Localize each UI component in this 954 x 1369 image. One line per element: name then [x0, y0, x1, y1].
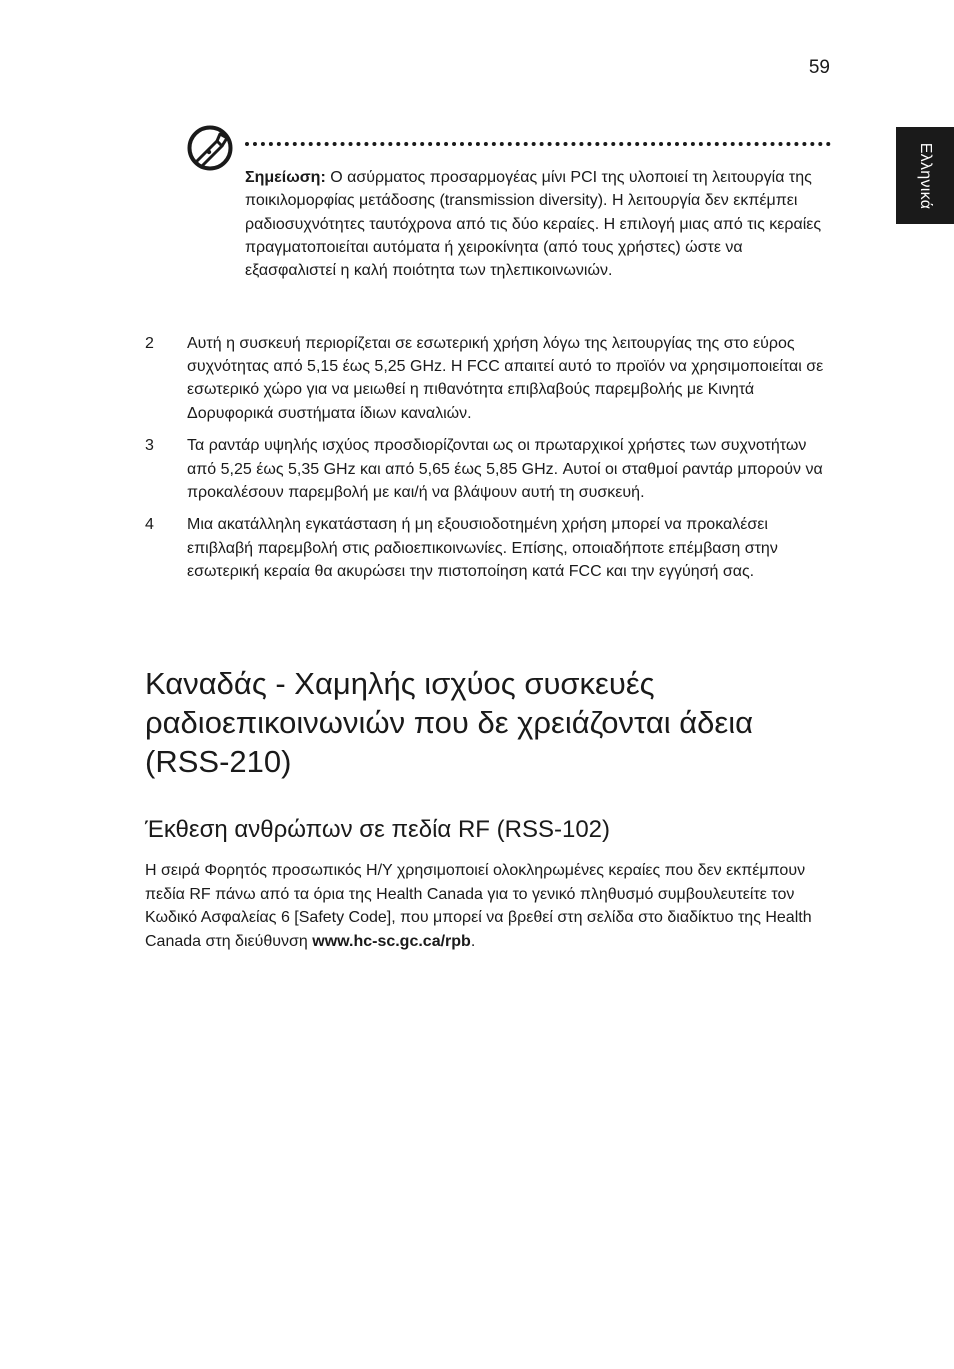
language-tab-label: Ελληνικά: [917, 142, 934, 209]
list-item-number: 3: [145, 437, 154, 455]
list-item: [145, 434, 835, 504]
note-pen-icon: [187, 125, 233, 171]
list-item-number: 2: [145, 335, 154, 352]
language-tab: [896, 127, 954, 224]
section-subheading: Έκθεση ανθρώπων σε πεδία RF (RSS-102): [145, 816, 610, 843]
list-item-number: 4: [145, 516, 154, 534]
health-canada-link[interactable]: www.hc-sc.gc.ca/rpb: [312, 932, 471, 950]
list-item-text: Τα ραντάρ υψηλής ισχύος προσδιορίζονται ως οι πρωταρχικοί χρήστες των συχνοτήτων από 5,25 έως 5,35 GHz και από 5,65 έως 5,85 GHz. Αυτοί οι σταθμοί ραντάρ μπορούν να προκαλέσουν παρεμβολή με και/ή να βλάψουν αυτή τη συσκευή.: [187, 437, 823, 501]
section-paragraph: [145, 859, 835, 953]
list-item: [145, 513, 835, 583]
list-item-text: Μια ακατάλληλη εγκατάσταση ή μη εξουσιοδοτημένη χρήση μπορεί να προκαλέσει επιβλαβή παρεμβολή στις ραδιοεπικοινωνίες. Επίσης, οποιαδήποτε επέμβαση στην εσωτερική κεραία θα ακυρώσει την πιστοποίηση κατά FCC και την εγγύησή σας.: [187, 516, 778, 580]
section-heading: Καναδάς - Χαμηλής ισχύος συσκευές ραδιοεπικοινωνιών που δε χρειάζονται άδεια (RSS-210): [145, 666, 754, 779]
paragraph-end: .: [470, 932, 476, 950]
page-number: 59: [808, 57, 830, 78]
numbered-list: [145, 332, 835, 593]
note-label: Σημείωση:: [245, 169, 326, 186]
note-divider: [245, 142, 831, 146]
list-item: [145, 332, 835, 425]
note-body: Ο ασύρματος προσαρμογέας μίνι PCI της υλοποιεί τη λειτουργία της ποικιλομορφίας μετάδοσης (transmission diversity). Η λειτουργία δεν εκπέμπει ραδιοσυχνότητες ταυτόχρονα από τις δύο κεραίες. Η επιλογή μιας από τις κεραίες πραγματοποιείται αυτόματα ή χειροκίνητα (από τους χρήστες) ώστε να εξασφαλιστεί η καλή ποιότητα των τηλεπικοινωνιών.: [245, 169, 822, 280]
paragraph-text: Η σειρά Φορητός προσωπικός Η/Υ χρησιμοποιεί ολοκληρωμένες κεραίες που δεν εκπέμπουν πεδία RF πάνω από τα όρια της Health Canada για το γενικό πληθυσμό συμβουλευτείτε τον Κωδικό Ασφαλείας 6 [Safety Code], που μπορεί να βρεθεί στη σελίδα στο διαδίκτυο της Health Canada στη διεύθυνση: [145, 862, 812, 950]
list-item-text: Αυτή η συσκευή περιορίζεται σε εσωτερική χρήση λόγω της λειτουργίας της στο εύρος συχνότητας από 5,15 έως 5,25 GHz. Η FCC απαιτεί αυτό το προϊόν να χρησιμοποιείται σε εσωτερικό χώρο για να μειωθεί η πιθανότητα επιβλαβούς παρεμβολής με Κινητά Δορυφορικά συστήματα ίδιων καναλιών.: [187, 335, 824, 422]
note-text: [245, 166, 831, 282]
